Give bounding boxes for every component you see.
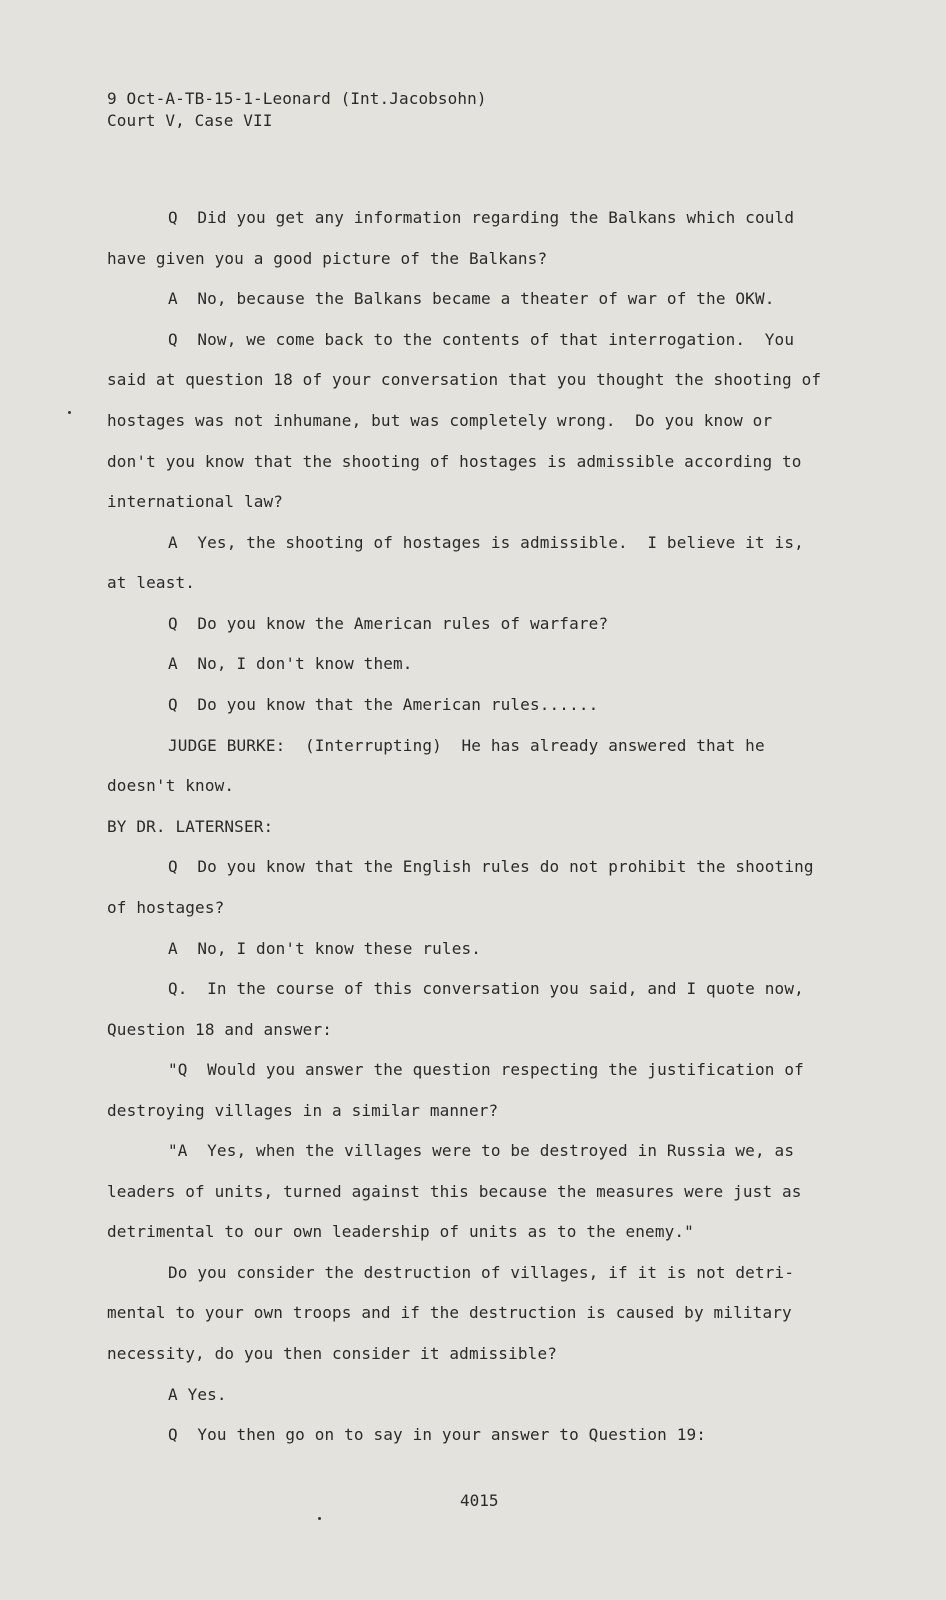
text-line: don't you know that the shooting of hostages is admissible according to	[107, 452, 802, 471]
header-court-case: Court V, Case VII	[107, 111, 273, 130]
question-line: Q Do you know that the English rules do not prohibit the shooting	[168, 857, 814, 876]
paper-speck	[68, 411, 71, 414]
paper-speck	[318, 1517, 321, 1520]
text-line: destroying villages in a similar manner?	[107, 1101, 499, 1120]
question-line: Do you consider the destruction of villages, if it is not detri-	[168, 1263, 795, 1282]
text-line: detrimental to our own leadership of units as to the enemy."	[107, 1222, 694, 1241]
text-line: at least.	[107, 573, 196, 592]
text-line: of hostages?	[107, 898, 225, 917]
text-line: international law?	[107, 492, 284, 511]
question-line: Q Now, we come back to the contents of that interrogation. You	[168, 330, 795, 349]
examiner-heading: BY DR. LATERNSER:	[107, 817, 274, 836]
text-line: have given you a good picture of the Balkans?	[107, 249, 548, 268]
answer-line: A No, because the Balkans became a theater of war of the OKW.	[168, 289, 775, 308]
quoted-question-line: "Q Would you answer the question respecting the justification of	[168, 1060, 804, 1079]
text-line: doesn't know.	[107, 776, 235, 795]
text-line: Question 18 and answer:	[107, 1020, 333, 1039]
document-header	[107, 88, 487, 132]
answer-line: A Yes.	[168, 1385, 227, 1404]
header-reference: 9 Oct-A-TB-15-1-Leonard (Int.Jacobsohn)	[107, 89, 487, 108]
text-line: necessity, do you then consider it admissible?	[107, 1344, 558, 1363]
question-line: Q You then go on to say in your answer to Question 19:	[168, 1425, 707, 1444]
quoted-answer-line: "A Yes, when the villages were to be destroyed in Russia we, as	[168, 1141, 795, 1160]
answer-line: A Yes, the shooting of hostages is admissible. I believe it is,	[168, 533, 804, 552]
question-line: Q Do you know the American rules of warfare?	[168, 614, 609, 633]
page-number: 4015	[460, 1491, 499, 1510]
text-line: said at question 18 of your conversation that you thought the shooting of	[107, 370, 822, 389]
text-line: hostages was not inhumane, but was completely wrong. Do you know or	[107, 411, 773, 430]
speaker-line: JUDGE BURKE: (Interrupting) He has already answered that he	[168, 736, 765, 755]
text-line: mental to your own troops and if the destruction is caused by military	[107, 1303, 792, 1322]
question-line: Q. In the course of this conversation you said, and I quote now,	[168, 979, 804, 998]
text-line: leaders of units, turned against this because the measures were just as	[107, 1182, 802, 1201]
answer-line: A No, I don't know them.	[168, 654, 413, 673]
answer-line: A No, I don't know these rules.	[168, 939, 482, 958]
question-line: Q Did you get any information regarding the Balkans which could	[168, 208, 795, 227]
question-line: Q Do you know that the American rules......	[168, 695, 599, 714]
